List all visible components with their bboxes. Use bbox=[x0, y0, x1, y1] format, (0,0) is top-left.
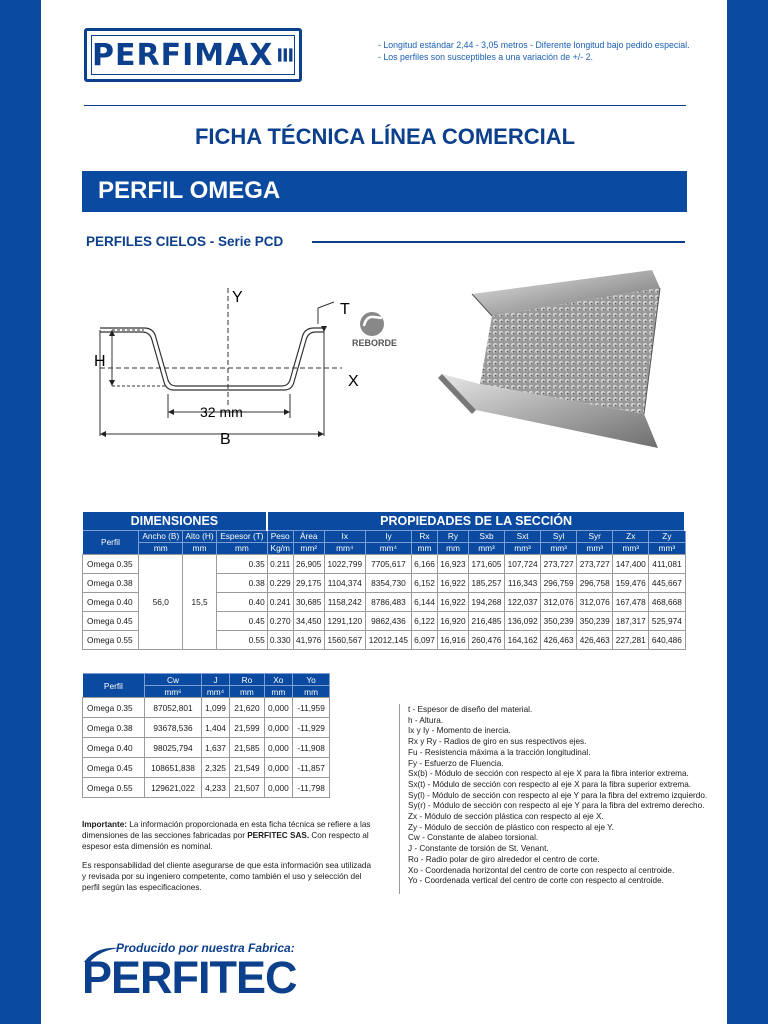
value-cell: 6,097 bbox=[412, 630, 438, 649]
value-cell: 116,343 bbox=[505, 573, 541, 592]
dimensions-properties-table bbox=[82, 512, 686, 650]
title-banner bbox=[82, 171, 687, 212]
col-header: Ry bbox=[437, 530, 468, 542]
value-cell: 16,922 bbox=[437, 592, 468, 611]
value-cell: -11,857 bbox=[293, 758, 330, 778]
espesor-cell: 0.38 bbox=[217, 573, 268, 592]
value-cell: 1560,567 bbox=[324, 630, 365, 649]
value-cell: 525,974 bbox=[649, 611, 685, 630]
value-cell: 296,759 bbox=[541, 573, 577, 592]
unit-header: mm bbox=[264, 686, 293, 698]
col-header: Zy bbox=[649, 530, 685, 542]
value-cell: 1,099 bbox=[201, 698, 230, 718]
value-cell: 0,000 bbox=[264, 698, 293, 718]
value-cell: 30,685 bbox=[293, 592, 324, 611]
col-header: Ancho (B) bbox=[139, 530, 183, 542]
torsion-properties-table bbox=[82, 673, 330, 798]
legend-divider bbox=[399, 704, 400, 894]
value-cell: 6,152 bbox=[412, 573, 438, 592]
value-cell: 312,076 bbox=[577, 592, 613, 611]
table-row bbox=[83, 554, 686, 573]
value-cell: -11,908 bbox=[293, 738, 330, 758]
col-header: Zx bbox=[613, 530, 649, 542]
important-brand: PERFITEC SAS. bbox=[247, 831, 310, 840]
value-cell: 1291,120 bbox=[324, 611, 365, 630]
important-label: Importante: bbox=[82, 820, 128, 829]
col-header: Cw bbox=[145, 674, 201, 686]
perfimax-logo bbox=[84, 28, 302, 82]
unit-header: mm bbox=[183, 542, 217, 554]
col-header: Sxb bbox=[469, 530, 505, 542]
value-cell: 21,585 bbox=[230, 738, 264, 758]
unit-header: mm⁴ bbox=[365, 542, 411, 554]
unit-header: mm bbox=[230, 686, 264, 698]
value-cell: 136,092 bbox=[505, 611, 541, 630]
value-cell: 260,476 bbox=[469, 630, 505, 649]
value-cell: 108651,838 bbox=[145, 758, 201, 778]
legend-item: Ro - Radio polar de giro alrededor el centro de corte. bbox=[408, 854, 600, 864]
unit-header: mm⁴ bbox=[201, 686, 230, 698]
value-cell: 1,637 bbox=[201, 738, 230, 758]
value-cell: 445,667 bbox=[649, 573, 685, 592]
value-cell: 273,727 bbox=[541, 554, 577, 573]
col-header: Iy bbox=[365, 530, 411, 542]
unit-header: mm bbox=[139, 542, 183, 554]
value-cell: 6,144 bbox=[412, 592, 438, 611]
legend-item: J - Constante de torsión de St. Venant. bbox=[408, 844, 549, 854]
value-cell: 411,081 bbox=[649, 554, 685, 573]
value-cell: 4,233 bbox=[201, 778, 230, 798]
value-cell: 21,599 bbox=[230, 718, 264, 738]
value-cell: 296,758 bbox=[577, 573, 613, 592]
page-title: FICHA TÉCNICA LÍNEA COMERCIAL bbox=[194, 124, 576, 149]
legend-item: Zy - Módulo de sección de plástico con respecto al eje Y. bbox=[408, 822, 614, 832]
footer-tagline: Producido por nuestra Fabrica: bbox=[116, 941, 295, 955]
legend-item: Sy(l) - Módulo de sección con respecto al eje Y para la fibra del extremo izquierdo. bbox=[408, 790, 708, 800]
value-cell: 34,450 bbox=[293, 611, 324, 630]
legend-item: Rx y Ry - Radios de giro en sus respectivos ejes. bbox=[408, 737, 587, 747]
value-cell: 194,268 bbox=[469, 592, 505, 611]
value-cell: 164,162 bbox=[505, 630, 541, 649]
unit-header: mm³ bbox=[649, 542, 685, 554]
perfil-col-header: Perfil bbox=[83, 530, 139, 554]
col-header: Espesor (T) bbox=[217, 530, 268, 542]
logo-bars-icon bbox=[277, 40, 294, 70]
value-cell: 16,916 bbox=[437, 630, 468, 649]
important-note bbox=[82, 819, 372, 852]
value-cell: 16,922 bbox=[437, 573, 468, 592]
perfil-cell: Omega 0.55 bbox=[83, 778, 145, 798]
unit-header: mm bbox=[437, 542, 468, 554]
reborde-label: REBORDE bbox=[352, 338, 398, 348]
note-line: - Longitud estándar 2,44 - 3,05 metros - Diferente longitud bajo pedido especial. bbox=[378, 40, 690, 50]
value-cell: 87052,801 bbox=[145, 698, 201, 718]
legend-item: Cw - Constante de alabeo torsional. bbox=[408, 833, 539, 843]
perfil-cell: Omega 0.38 bbox=[83, 573, 139, 592]
legend-item: Ix y Iy - Momento de inercia. bbox=[408, 726, 511, 736]
ancho-cell: 56,0 bbox=[139, 554, 183, 649]
col-header: J bbox=[201, 674, 230, 686]
value-cell: 29,175 bbox=[293, 573, 324, 592]
value-cell: 185,257 bbox=[469, 573, 505, 592]
profile-photo bbox=[432, 264, 672, 464]
value-cell: 21,507 bbox=[230, 778, 264, 798]
logo-text: PERFIMAX bbox=[92, 37, 274, 73]
legend-item: Zx - Módulo de sección plástica con respecto al eje X. bbox=[408, 812, 604, 822]
value-cell: 1158,242 bbox=[324, 592, 365, 611]
legend-item: Xo - Coordenada horizontal del centro de corte con respecto al centroide. bbox=[408, 865, 675, 875]
unit-header: mm³ bbox=[469, 542, 505, 554]
important-text-2: Con respecto al espesor esta dimensión es nominal. bbox=[82, 831, 369, 851]
value-cell: 426,463 bbox=[577, 630, 613, 649]
perfil-col-header: Perfil bbox=[83, 674, 145, 698]
legend-item: h - Altura. bbox=[408, 715, 444, 725]
value-cell: 41,976 bbox=[293, 630, 324, 649]
value-cell: 98025,794 bbox=[145, 738, 201, 758]
unit-header: mm³ bbox=[505, 542, 541, 554]
value-cell: 9862,436 bbox=[365, 611, 411, 630]
legend-list bbox=[408, 705, 707, 887]
col-header: Syl bbox=[541, 530, 577, 542]
important-text-1: La información proporcionada en esta ficha técnica se refiere a las dimensiones de las secciones fabricadas por bbox=[82, 820, 371, 840]
perfil-cell: Omega 0.45 bbox=[83, 611, 139, 630]
h-label: H bbox=[94, 353, 106, 370]
value-cell: 2,325 bbox=[201, 758, 230, 778]
value-cell: 640,486 bbox=[649, 630, 685, 649]
header-notes bbox=[378, 39, 690, 63]
subtitle-rule bbox=[312, 241, 685, 243]
espesor-cell: 0.40 bbox=[217, 592, 268, 611]
value-cell: 350,239 bbox=[541, 611, 577, 630]
unit-header: mm bbox=[217, 542, 268, 554]
value-cell: 21,620 bbox=[230, 698, 264, 718]
col-header: Sxt bbox=[505, 530, 541, 542]
dim-32mm-label: 32 mm bbox=[200, 404, 243, 420]
legend-item: Fu - Resistencia máxima a la tracción longitudinal. bbox=[408, 747, 591, 757]
table-row bbox=[83, 718, 330, 738]
unit-header: mm bbox=[412, 542, 438, 554]
value-cell: 216,485 bbox=[469, 611, 505, 630]
espesor-cell: 0.55 bbox=[217, 630, 268, 649]
value-cell: 187,317 bbox=[613, 611, 649, 630]
value-cell: 171,605 bbox=[469, 554, 505, 573]
table-row bbox=[83, 738, 330, 758]
properties-header: PROPIEDADES DE LA SECCIÓN bbox=[267, 512, 685, 530]
header-divider bbox=[84, 105, 686, 106]
col-header: Área bbox=[293, 530, 324, 542]
unit-header: mm⁶ bbox=[145, 686, 201, 698]
value-cell: 0,000 bbox=[264, 718, 293, 738]
perfil-cell: Omega 0.45 bbox=[83, 758, 145, 778]
value-cell: 122,037 bbox=[505, 592, 541, 611]
value-cell: 6,166 bbox=[412, 554, 438, 573]
espesor-cell: 0.45 bbox=[217, 611, 268, 630]
value-cell: 167,478 bbox=[613, 592, 649, 611]
dimensions-header: DIMENSIONES bbox=[83, 512, 268, 530]
responsibility-note: Es responsabilidad del cliente asegurarse de que esta información sea utilizada y revisada por su ingeniero competente, como también el uso y selección del perfil según las especificaciones. bbox=[82, 861, 372, 892]
value-cell: 0.229 bbox=[267, 573, 293, 592]
col-header: Ro bbox=[230, 674, 264, 686]
value-cell: 107,724 bbox=[505, 554, 541, 573]
unit-header: Kg/m bbox=[267, 542, 293, 554]
value-cell: 0,000 bbox=[264, 738, 293, 758]
legend-item: Fy - Esfuerzo de Fluencia. bbox=[408, 758, 504, 768]
value-cell: -11,929 bbox=[293, 718, 330, 738]
legend-item: t - Espesor de diseño del material. bbox=[408, 705, 533, 714]
section-subtitle: PERFILES CIELOS - Serie PCD bbox=[86, 234, 284, 249]
value-cell: 8786,483 bbox=[365, 592, 411, 611]
x-axis-label: X bbox=[348, 373, 359, 390]
value-cell: 312,076 bbox=[541, 592, 577, 611]
value-cell: 426,463 bbox=[541, 630, 577, 649]
value-cell: 1104,374 bbox=[324, 573, 365, 592]
col-header: Syr bbox=[577, 530, 613, 542]
banner-text: PERFIL OMEGA bbox=[98, 177, 281, 204]
value-cell: 227,281 bbox=[613, 630, 649, 649]
value-cell: 0,000 bbox=[264, 778, 293, 798]
legend-item: Sy(r) - Módulo de sección con respecto al eje Y para la fibra del extremo derecho. bbox=[408, 801, 705, 811]
perfil-cell: Omega 0.35 bbox=[83, 698, 145, 718]
unit-header: mm bbox=[293, 686, 330, 698]
value-cell: 0.241 bbox=[267, 592, 293, 611]
perfil-cell: Omega 0.55 bbox=[83, 630, 139, 649]
value-cell: -11,959 bbox=[293, 698, 330, 718]
unit-header: mm² bbox=[293, 542, 324, 554]
value-cell: 1,404 bbox=[201, 718, 230, 738]
unit-header: mm³ bbox=[613, 542, 649, 554]
left-border-bar bbox=[0, 0, 41, 1024]
col-header: Rx bbox=[412, 530, 438, 542]
legend-item: Sx(b) - Módulo de sección con respecto al eje X para la fibra interior extrema. bbox=[408, 769, 689, 779]
value-cell: 7705,617 bbox=[365, 554, 411, 573]
value-cell: 1022,799 bbox=[324, 554, 365, 573]
value-cell: 6,122 bbox=[412, 611, 438, 630]
value-cell: 0,000 bbox=[264, 758, 293, 778]
right-border-bar bbox=[727, 0, 768, 1024]
value-cell: 0.330 bbox=[267, 630, 293, 649]
perfil-cell: Omega 0.38 bbox=[83, 718, 145, 738]
value-cell: 21,549 bbox=[230, 758, 264, 778]
t-label: T bbox=[340, 301, 350, 318]
legend-item: Yo - Coordenada vertical del centro de corte con respecto al centroide. bbox=[408, 876, 664, 886]
value-cell: 0.211 bbox=[267, 554, 293, 573]
unit-header: mm⁴ bbox=[324, 542, 365, 554]
alto-cell: 15,5 bbox=[183, 554, 217, 649]
value-cell: 16,920 bbox=[437, 611, 468, 630]
col-header: Peso bbox=[267, 530, 293, 542]
value-cell: 8354,730 bbox=[365, 573, 411, 592]
value-cell: 350,239 bbox=[577, 611, 613, 630]
table-row bbox=[83, 758, 330, 778]
note-line: - Los perfiles son susceptibles a una variación de +/- 2. bbox=[378, 52, 593, 62]
perfil-cell: Omega 0.40 bbox=[83, 592, 139, 611]
value-cell: 93678,536 bbox=[145, 718, 201, 738]
value-cell: 468,668 bbox=[649, 592, 685, 611]
value-cell: 26,905 bbox=[293, 554, 324, 573]
col-header: Alto (H) bbox=[183, 530, 217, 542]
col-header: Yo bbox=[293, 674, 330, 686]
b-label: B bbox=[220, 431, 231, 448]
col-header: Ix bbox=[324, 530, 365, 542]
value-cell: 159,476 bbox=[613, 573, 649, 592]
value-cell: -11,798 bbox=[293, 778, 330, 798]
value-cell: 12012,145 bbox=[365, 630, 411, 649]
perfitec-logo: PERFITEC bbox=[82, 952, 297, 1003]
value-cell: 129621,022 bbox=[145, 778, 201, 798]
legend-item: Sx(t) - Módulo de sección con respecto al eje X para la fibra superior extrema. bbox=[408, 779, 692, 789]
unit-header: mm³ bbox=[577, 542, 613, 554]
y-axis-label: Y bbox=[232, 289, 243, 306]
table-row bbox=[83, 698, 330, 718]
value-cell: 16,923 bbox=[437, 554, 468, 573]
col-header: Xo bbox=[264, 674, 293, 686]
perfil-cell: Omega 0.40 bbox=[83, 738, 145, 758]
unit-header: mm³ bbox=[541, 542, 577, 554]
cross-section-diagram bbox=[90, 286, 400, 456]
perfil-cell: Omega 0.35 bbox=[83, 554, 139, 573]
value-cell: 0.270 bbox=[267, 611, 293, 630]
espesor-cell: 0.35 bbox=[217, 554, 268, 573]
value-cell: 273,727 bbox=[577, 554, 613, 573]
table-row bbox=[83, 778, 330, 798]
value-cell: 147,400 bbox=[613, 554, 649, 573]
